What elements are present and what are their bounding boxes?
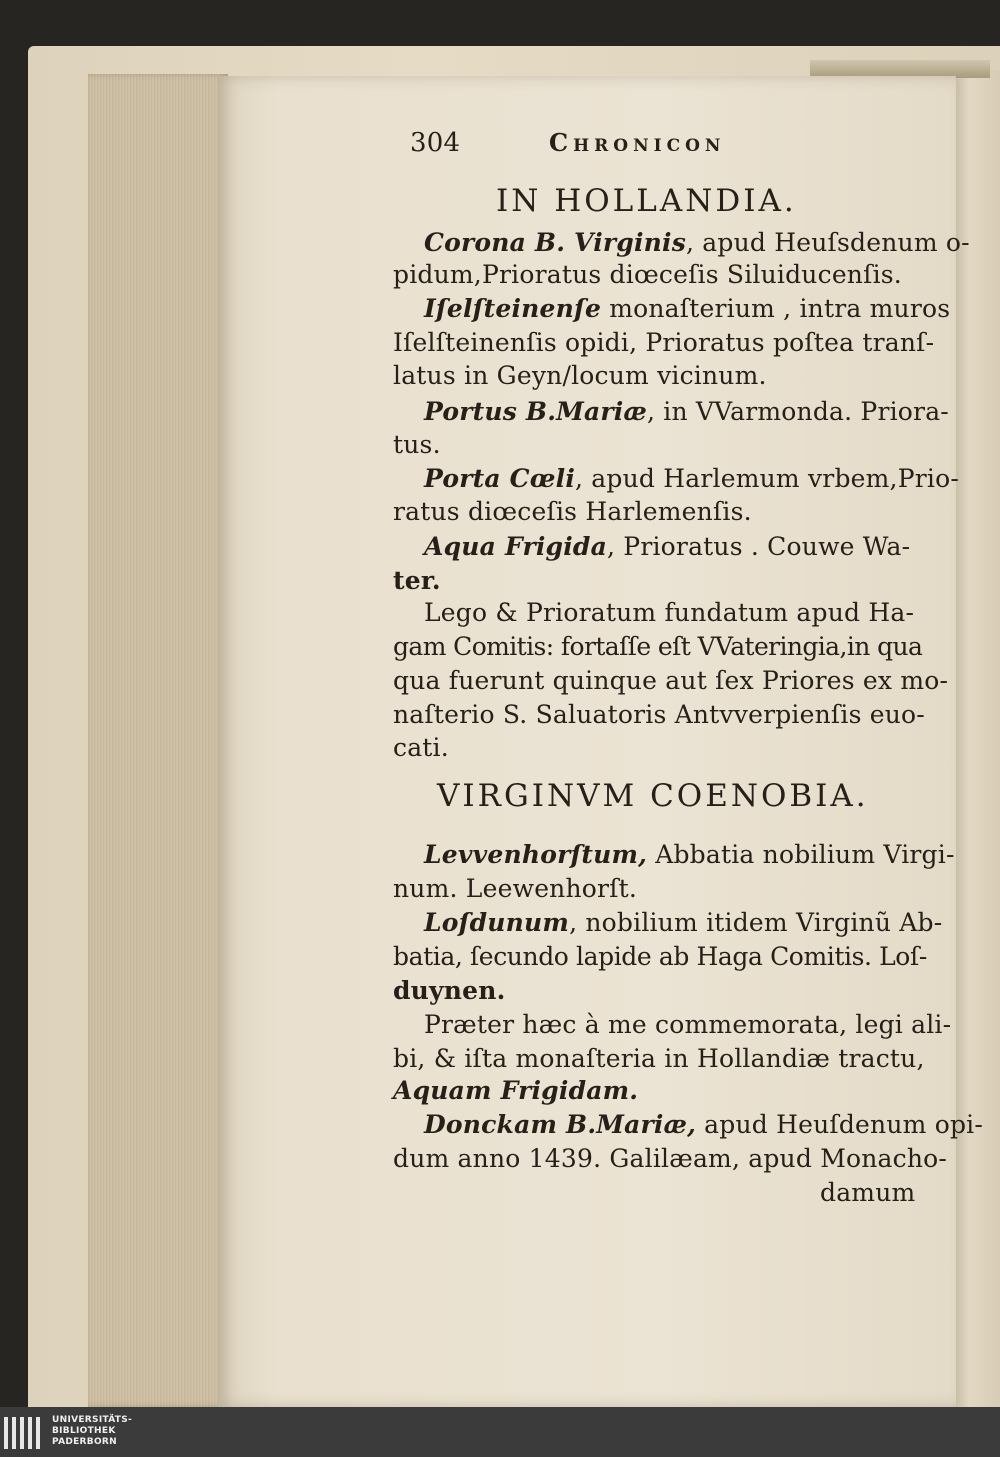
- text-line: num. Leewenhorſt.: [393, 874, 638, 903]
- text-line: Iſelſteinenſis opidi, Prioratus poſtea tranſ-: [393, 328, 935, 357]
- text-line: Lego & Prioratum fundatum apud Ha-: [424, 598, 915, 627]
- catchword: damum: [820, 1178, 916, 1207]
- text-line: bi, & iſta monaſteria in Hollandiæ tractu,: [393, 1044, 925, 1073]
- text-line: cati.: [393, 733, 449, 762]
- text-line: ter.: [393, 566, 441, 595]
- text-line: Levvenhorſtum, Abbatia nobilium Virgi-: [424, 840, 955, 869]
- text-line: Aquam Frigidam.: [393, 1076, 639, 1105]
- text-line: qua fuerunt quinque aut ſex Priores ex mo-: [393, 666, 949, 695]
- text-line: Præter hæc à me commemorata, legi ali-: [424, 1010, 952, 1039]
- library-name: UNIVERSITÄTS- BIBLIOTHEK PADERBORN: [52, 1415, 133, 1447]
- text-line: duynen.: [393, 976, 506, 1005]
- text-line: Donckam B.Mariæ, apud Heuſdenum opi-: [424, 1110, 984, 1139]
- text-line: ratus diœceſis Harlemenſis.: [393, 497, 752, 526]
- section-heading-virginvm: VIRGINVM COENOBIA.: [437, 778, 869, 814]
- running-head: Chronicon: [549, 128, 726, 157]
- text-line: latus in Geyn/locum vicinum.: [393, 361, 767, 390]
- text-line: Iſelſteinenſe monaſterium , intra muros: [424, 294, 951, 323]
- text-line: Aqua Frigida, Prioratus . Couwe Wa-: [424, 532, 911, 561]
- text-line: dum anno 1439. Galilæam, apud Monacho-: [393, 1144, 948, 1173]
- facing-page-edge: [956, 70, 1000, 1407]
- text-line: Portus B.Mariæ, in VVarmonda. Priora-: [424, 397, 949, 426]
- section-heading-hollandia: IN HOLLANDIA.: [496, 183, 797, 219]
- library-logo-icon: [4, 1417, 46, 1449]
- text-line: batia, ſecundo lapide ab Haga Comitis. Loſ-: [393, 942, 927, 971]
- text-line: tus.: [393, 430, 441, 459]
- text-line: pidum,Prioratus diœceſis Siluiducenſis.: [393, 260, 902, 289]
- text-line: Corona B. Virginis, apud Heuſsdenum o-: [424, 228, 970, 257]
- library-footer: [0, 1407, 1000, 1457]
- text-line: naſterio S. Saluatoris Antvverpienſis euo-: [393, 700, 925, 729]
- page-edges: [88, 74, 228, 1407]
- page-number: 304: [410, 128, 461, 158]
- text-line: Porta Cœli, apud Harlemum vrbem,Prio-: [424, 464, 959, 493]
- text-line: Loſdunum, nobilium itidem Virginũ Ab-: [424, 908, 943, 937]
- text-line: gam Comitis: fortaſſe eſt VVateringia,in qua: [393, 632, 923, 661]
